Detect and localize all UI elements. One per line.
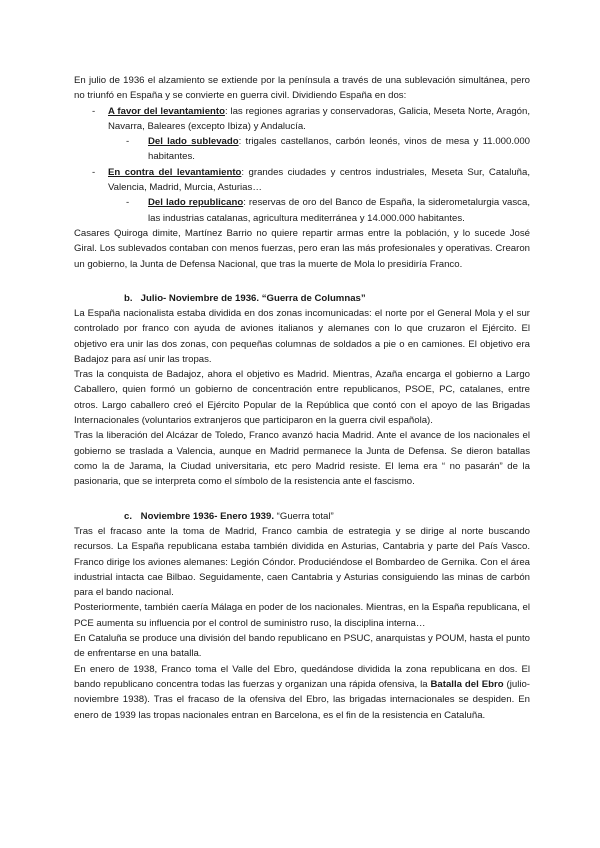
sublevado-subbullet [74,134,530,165]
contra-text: : grandes ciudades y centros industriales, Meseta Sur, Cataluña, Valencia, Madrid, Murcia, Asturias… [108,166,530,194]
section-b-paragraph-3: Tras la liberación del Alcázar de Toledo, Franco avanzó hacia Madrid. Ante el avance de los nacionales el gobierno se traslada a Valencia, aunque en Madrid permanece la Junta de Defensa. Se dieron batallas como la de Jarama, la Ciudad universitaria, etc pero Madrid resiste. El lema era “ no pasarán” de la pasionaria, que se interpreta como el símbolo de la resistencia ante el fascismo. [74,430,530,488]
dash-marker: - [92,105,96,117]
section-c-paragraph-1: Tras el fracaso ante la toma de Madrid, Franco cambia de estrategia y se dirige al norte buscando recursos. La España republicana estaba también dividida en Asturias, Cantabria y parte del País Vasco. Franco dirige los aviones alemanes: Legión Cóndor. Produciéndose el Bombardeo de Gernika. Con el área industrial intacta cae Bilbao. Seguidamente, caen Cantabria y Asturias consiguiendo las minas de carbón para el bando nacional. [74,526,530,599]
sublevado-label: Del lado sublevado [148,136,239,148]
favor-bullet [74,104,530,135]
section-c-body [74,524,530,723]
section-c-paragraph-3: En Cataluña se produce una división del bando republicano en PSUC, anarquistas y POUM, hasta el punto de enfrentarse en una batalla. [74,633,530,660]
section-c-heading [124,509,530,524]
sublevado-text: : trigales castellanos, carbón leonés, vinos de mesa y 11.000.000 habitantes. [148,136,530,163]
favor-text: : las regiones agrarias y conservadoras, Galicia, Meseta Norte, Aragón, Navarra, Baleares (excepto Ibiza) y Andalucía. [108,105,530,132]
republicano-text: : reservas de oro del Banco de España, la siderometalurgia vasca, las industrias catalanas, agricultura mediterránea y 14.000.000 habitantes. [148,197,530,224]
section-c-paragraph-4-b: (julio-noviembre 1938). Tras el fracaso de la ofensiva del Ebro, las brigadas internacionales se despiden. En enero de 1939 las tropas nacionales entran en Barcelona, es el fin de la resistencia en Cataluña. [74,678,530,721]
section-b-title: Julio- Noviembre de 1936. “Guerra de Columnas” [140,293,366,304]
section-b-letter: b. [124,293,133,304]
favor-label: A favor del levantamiento [108,105,225,117]
dash-marker: - [126,136,130,148]
contra-label: En contra del levantamiento [108,166,242,178]
republicano-label: Del lado republicano [148,197,244,209]
section-b-paragraph-2: Tras la conquista de Badajoz, ahora el objetivo es Madrid. Mientras, Azaña encarga el gobierno a Largo Caballero, quien formó un gobierno de concentración entre republicanos, PSOE, PC, catalanes, entre otros. Largo caballero creó el Ejército Popular de la República que contó con el apoyo de las Brigadas Internacionales (voluntarios extranjeros que participaron en la guerra civil española). [74,369,530,427]
republicano-subbullet [74,195,530,226]
dash-marker: - [126,197,130,209]
contra-bullet [74,165,530,196]
dash-marker: - [92,166,96,178]
section-b-body [74,306,530,490]
section-c-title-rest: “Guerra total” [274,511,334,522]
section-b-paragraph-1: La España nacionalista estaba dividida en dos zonas incomunicadas: el norte por el General Mola y el sur controlado por franco con ayuda de aviones italianos y alemanes con lo que cruzaron el Ejército. El objetivo era unir las dos zonas, con pequeñas columnas de soldados a pie o en camiones. El objetivo era Badajoz para así unir las tropas. [74,308,530,365]
section-c-paragraph-2: Posteriormente, también caería Málaga en poder de los nacionales. Mientras, en la España republicana, el PCE aumenta su influencia por el control de suministro ruso, la disciplina interna… [74,602,530,629]
intro-paragraph-2: Casares Quiroga dimite, Martínez Barrio no quiere repartir armas entre la población, y lo sucede José Giral. Los sublevados contaban con menos fuerzas, pero eran las más profesionales y operativas. Crearon un gobierno, la Junta de Defensa Nacional, que tras la muerte de Mola lo presidiría Franco. [74,227,530,270]
section-c-title-bold: Noviembre 1936- Enero 1939. [140,511,274,522]
intro-section [74,73,530,272]
section-b-heading [124,291,530,306]
section-c-letter: c. [124,511,133,522]
intro-paragraph: En julio de 1936 el alzamiento se extiende por la península a través de una sublevación simultánea, pero no triunfó en España y se convierte en guerra civil. Dividiendo España en dos: [74,75,530,102]
section-c-paragraph-4-a: En enero de 1938, Franco toma el Valle del Ebro, quedándose dividida la zona republicana en dos. El bando republicano concentra todas las fuerzas y organizan una rápida ofensiva, la [74,663,530,690]
section-c-paragraph-4 [74,662,530,723]
batalla-del-ebro: Batalla del Ebro [430,678,504,690]
